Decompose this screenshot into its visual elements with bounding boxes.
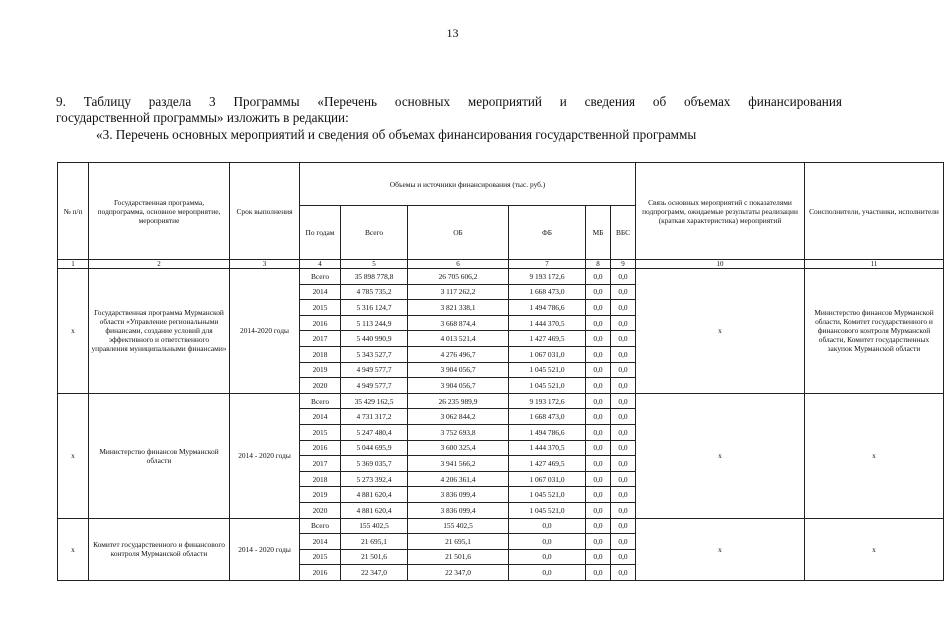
fb-cell: 1 045 521,0 [509,362,586,378]
year-cell: 2019 [300,487,341,503]
mb-cell: 0,0 [586,502,611,518]
vbs-cell: 0,0 [611,424,636,440]
mb-cell: 0,0 [586,456,611,472]
total-cell: 21 695,1 [341,534,408,550]
vbs-cell: 0,0 [611,456,636,472]
mb-cell: 0,0 [586,424,611,440]
ob-cell: 22 347,0 [408,565,509,581]
ob-cell: 4 276 496,7 [408,346,509,362]
mb-cell: 0,0 [586,440,611,456]
header-vbs: ВБС [611,206,636,260]
vbs-cell: 0,0 [611,393,636,409]
col-number: 8 [586,260,611,269]
term: 2014 - 2020 годы [230,393,300,518]
link-cell: х [636,393,805,518]
intro-line-3: «3. Перечень основных мероприятий и сведения об объемах финансирования государственной программы [96,127,697,142]
fb-cell: 0,0 [509,534,586,550]
year-cell: 2015 [300,549,341,565]
row-num: х [58,269,89,394]
year-cell: 2016 [300,440,341,456]
total-cell: 4 731 317,2 [341,409,408,425]
header-program: Государственная программа, подпрограмма, основное мероприятие, мероприятие [89,163,230,260]
ob-cell: 3 117 262,2 [408,284,509,300]
total-cell: 4 881 620,4 [341,487,408,503]
table-row [58,518,944,534]
year-cell: 2014 [300,534,341,550]
col-number: 6 [408,260,509,269]
program-name: Министерство финансов Мурманской области [89,393,230,518]
fb-cell: 1 668 473,0 [509,409,586,425]
vbs-cell: 0,0 [611,502,636,518]
header-mb: МБ [586,206,611,260]
executors-cell: Министерство финансов Мурманской области, Комитет государственного и финансового контроля Мурманской области, Комитет государственных закупок Мурманской области [805,269,944,394]
total-cell: 5 316 124,7 [341,300,408,316]
year-cell: 2014 [300,284,341,300]
fb-cell: 1 668 473,0 [509,284,586,300]
column-number-row [58,260,944,269]
header-link: Связь основных мероприятий с показателями подпрограмм, ожидаемые результаты реализации (краткая характеристика) мероприятий [636,163,805,260]
table-row [58,393,944,409]
fb-cell: 1 427 469,5 [509,331,586,347]
program-name: Государственная программа Мурманской области «Управление региональными финансами, создание условий для эффективного и ответственного управления муниципальными финансами» [89,269,230,394]
ob-cell: 21 695,1 [408,534,509,550]
fb-cell: 0,0 [509,518,586,534]
mb-cell: 0,0 [586,549,611,565]
ob-cell: 26 235 989,9 [408,393,509,409]
header-executors: Соисполнители, участники, исполнители [805,163,944,260]
year-cell: 2020 [300,502,341,518]
year-cell: Всего [300,518,341,534]
executors-cell: х [805,393,944,518]
mb-cell: 0,0 [586,315,611,331]
total-cell: 4 881 620,4 [341,502,408,518]
link-cell: х [636,269,805,394]
row-num: х [58,518,89,580]
ob-cell: 26 705 606,2 [408,269,509,285]
vbs-cell: 0,0 [611,362,636,378]
vbs-cell: 0,0 [611,440,636,456]
term: 2014 - 2020 годы [230,518,300,580]
total-cell: 5 113 244,9 [341,315,408,331]
year-cell: 2016 [300,315,341,331]
header-num: № п/п [58,163,89,260]
total-cell: 5 369 035,7 [341,456,408,472]
col-number: 7 [509,260,586,269]
ob-cell: 3 600 325,4 [408,440,509,456]
vbs-cell: 0,0 [611,471,636,487]
fb-cell: 1 067 031,0 [509,346,586,362]
fb-cell: 1 444 370,5 [509,440,586,456]
ob-cell: 3 941 566,2 [408,456,509,472]
fb-cell: 1 045 521,0 [509,378,586,394]
fb-cell: 9 193 172,6 [509,269,586,285]
executors-cell: х [805,518,944,580]
fb-cell: 1 444 370,5 [509,315,586,331]
year-cell: 2015 [300,300,341,316]
year-cell: 2014 [300,409,341,425]
total-cell: 35 429 162,5 [341,393,408,409]
fb-cell: 1 494 786,6 [509,424,586,440]
ob-cell: 3 836 099,4 [408,487,509,503]
total-cell: 5 440 990,9 [341,331,408,347]
col-number: 11 [805,260,944,269]
intro-line-1: 9. Таблицу раздела 3 Программы «Перечень основных мероприятий и сведения об объемах финансирования [56,94,842,109]
col-number: 10 [636,260,805,269]
fb-cell: 1 427 469,5 [509,456,586,472]
table-row [58,269,944,285]
fb-cell: 0,0 [509,549,586,565]
col-number: 2 [89,260,230,269]
fb-cell: 1 045 521,0 [509,487,586,503]
vbs-cell: 0,0 [611,549,636,565]
mb-cell: 0,0 [586,346,611,362]
funding-table [57,162,944,581]
ob-cell: 21 501,6 [408,549,509,565]
vbs-cell: 0,0 [611,331,636,347]
total-cell: 5 273 392,4 [341,471,408,487]
mb-cell: 0,0 [586,362,611,378]
program-name: Комитет государственного и финансового контроля Мурманской области [89,518,230,580]
col-number: 5 [341,260,408,269]
total-cell: 4 785 735,2 [341,284,408,300]
table-body [58,163,944,581]
year-cell: 2017 [300,331,341,347]
ob-cell: 3 904 056,7 [408,362,509,378]
mb-cell: 0,0 [586,300,611,316]
page-number: 13 [446,26,459,40]
mb-cell: 0,0 [586,518,611,534]
year-cell: 2020 [300,378,341,394]
vbs-cell: 0,0 [611,315,636,331]
row-num: х [58,393,89,518]
col-number: 3 [230,260,300,269]
fb-cell: 1 494 786,6 [509,300,586,316]
fb-cell: 9 193 172,6 [509,393,586,409]
vbs-cell: 0,0 [611,534,636,550]
total-cell: 5 247 480,4 [341,424,408,440]
mb-cell: 0,0 [586,471,611,487]
header-by-years: По годам [300,206,341,260]
ob-cell: 3 904 056,7 [408,378,509,394]
header-row [58,163,944,206]
mb-cell: 0,0 [586,487,611,503]
year-cell: Всего [300,393,341,409]
vbs-cell: 0,0 [611,487,636,503]
ob-cell: 155 402,5 [408,518,509,534]
vbs-cell: 0,0 [611,518,636,534]
ob-cell: 3 821 338,1 [408,300,509,316]
total-cell: 4 949 577,7 [341,362,408,378]
mb-cell: 0,0 [586,565,611,581]
vbs-cell: 0,0 [611,269,636,285]
term: 2014-2020 годы [230,269,300,394]
header-ob: ОБ [408,206,509,260]
total-cell: 5 044 695,9 [341,440,408,456]
fb-cell: 1 067 031,0 [509,471,586,487]
total-cell: 21 501,6 [341,549,408,565]
total-cell: 5 343 527,7 [341,346,408,362]
ob-cell: 3 062 844,2 [408,409,509,425]
mb-cell: 0,0 [586,269,611,285]
year-cell: 2018 [300,346,341,362]
col-number: 4 [300,260,341,269]
mb-cell: 0,0 [586,409,611,425]
ob-cell: 4 013 521,4 [408,331,509,347]
ob-cell: 3 668 874,4 [408,315,509,331]
mb-cell: 0,0 [586,378,611,394]
total-cell: 35 898 778,8 [341,269,408,285]
vbs-cell: 0,0 [611,565,636,581]
total-cell: 155 402,5 [341,518,408,534]
vbs-cell: 0,0 [611,346,636,362]
header-term: Срок выполнения [230,163,300,260]
vbs-cell: 0,0 [611,409,636,425]
mb-cell: 0,0 [586,284,611,300]
intro-line-2: государственной программы» изложить в редакции: [56,110,349,125]
year-cell: 2018 [300,471,341,487]
year-cell: 2017 [300,456,341,472]
vbs-cell: 0,0 [611,378,636,394]
mb-cell: 0,0 [586,393,611,409]
ob-cell: 4 206 361,4 [408,471,509,487]
year-cell: 2019 [300,362,341,378]
vbs-cell: 0,0 [611,300,636,316]
total-cell: 4 949 577,7 [341,378,408,394]
year-cell: 2015 [300,424,341,440]
fb-cell: 0,0 [509,565,586,581]
fb-cell: 1 045 521,0 [509,502,586,518]
ob-cell: 3 836 099,4 [408,502,509,518]
header-total: Всего [341,206,408,260]
year-cell: 2016 [300,565,341,581]
mb-cell: 0,0 [586,331,611,347]
col-number: 1 [58,260,89,269]
ob-cell: 3 752 693,8 [408,424,509,440]
col-number: 9 [611,260,636,269]
year-cell: Всего [300,269,341,285]
header-fb: ФБ [509,206,586,260]
mb-cell: 0,0 [586,534,611,550]
total-cell: 22 347,0 [341,565,408,581]
header-funding-group: Объемы и источники финансирования (тыс. руб.) [300,163,636,206]
link-cell: х [636,518,805,580]
vbs-cell: 0,0 [611,284,636,300]
